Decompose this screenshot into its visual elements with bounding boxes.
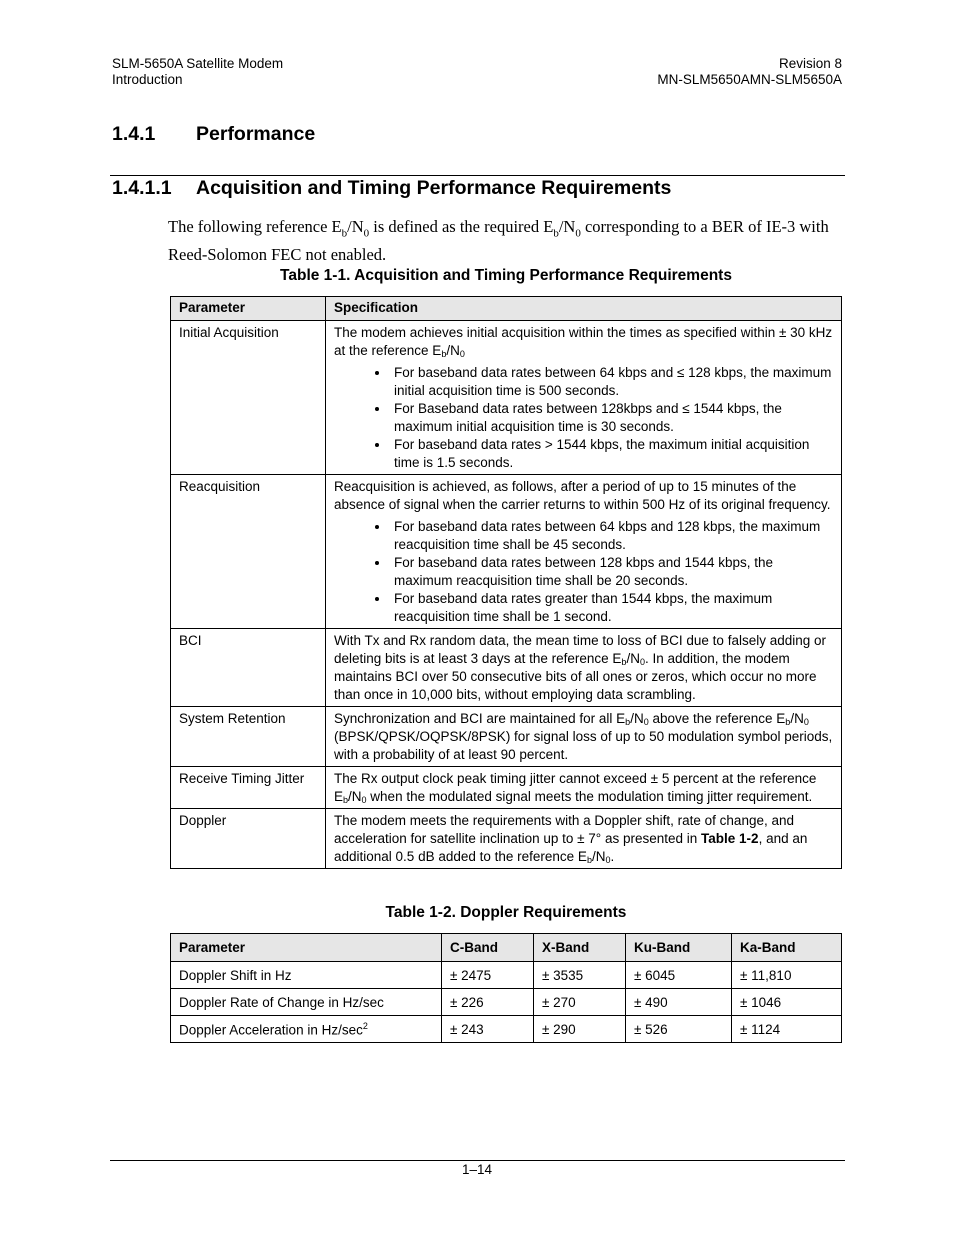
parameter-cell: Initial Acquisition [171,321,326,475]
section-heading-acquisition [112,177,671,200]
section-heading-performance [112,123,315,146]
footer-divider [110,1160,845,1161]
acquisition-timing-table [170,296,842,869]
bullet-list [334,364,833,472]
table-row [171,989,842,1016]
parameter-cell: BCI [171,629,326,707]
table-row [171,767,842,809]
parameter-cell: Doppler Acceleration in $Hz/\sec^2$ [171,1016,442,1043]
value-cell: ± 1124 [732,1016,842,1043]
table-caption: Table 1-2. Doppler Requirements [385,904,627,921]
value-cell: ± 6045 [626,962,732,989]
value-cell: ± 3535 [534,962,626,989]
section-number: 1.4.1 [112,123,156,145]
table-row [171,321,842,475]
list-item: • For baseband data rates greater than 1544 kbps, the maximum reacquisition time shall be 1 second. [390,590,833,626]
value-cell: ± 11,810 [732,962,842,989]
column-header: Parameter [171,297,326,321]
parameter-cell: Reacquisition [171,475,326,629]
revision: Revision 8 [778,56,842,71]
column-header: C-Band [442,934,534,962]
list-item: • For baseband data rates between 128 kbps and 1544 kbps, the maximum reacquisition time shall be 20 seconds. [390,554,833,590]
column-header: Parameter [171,934,442,962]
table-row [171,809,842,869]
column-header: Specification [326,297,842,321]
value-cell: ± 243 [442,1016,534,1043]
specification-cell: Reacquisition is achieved, as follows, after a period of up to 15 minutes of the absence of signal when the carrier returns to within 500 Hz of its original frequency. • For baseband data rates between 64 kbps and 128 kbps, the maximum reacquisition time shall be 45 seconds. • For baseband data rates between 128 kbps and 1544 kbps, the maximum reacquisition time shall be 20 seconds. • For baseband data rates greater than 1544 kbps, the maximum reacquisition time shall be 1 second. [326,475,842,629]
specification-cell: With Tx and Rx random data, the mean time to loss of BCI due to falsely adding or deleting bits is at least 3 days at the reference $E_b/N_0$. In addition, the modem maintains BCI over 50 consecutive bits of all ones or zeros, which occur no more than once in 10,000 bits, without employing data scrambling. [326,629,842,707]
intro-paragraph: The following reference $E_b/N_0$ is defined as the required $E_b/N_0$ corresponding to a BER of IE-3 with Reed-Solomon FEC not enabled. [168,217,829,265]
table-row [171,475,842,629]
section-title: Performance [196,123,316,145]
page-header-left [112,56,283,88]
chapter-name: Introduction [112,72,183,87]
list-item: • For baseband data rates between 64 kbps and 128 kbps, the maximum reacquisition time shall be 45 seconds. [390,518,833,554]
column-header: Ka-Band [732,934,842,962]
list-item: • For baseband data rates > 1544 kbps, the maximum initial acquisition time is 1.5 seconds. [390,436,833,472]
bullet-list [334,518,833,626]
section-divider [110,175,845,176]
table-row [171,1016,842,1043]
page-header-right [657,56,842,88]
table-caption: Table 1-1. Acquisition and Timing Performance Requirements [280,267,732,284]
table-header-row [171,934,842,962]
value-cell: ± 270 [534,989,626,1016]
table-row [171,962,842,989]
doc-title: SLM-5650A Satellite Modem [112,56,284,71]
table-reference-link[interactable]: Table 1-2 [701,831,759,846]
table-header-row [171,297,842,321]
specification-cell: The Rx output clock peak timing jitter cannot exceed ± 5 percent at the reference $E_b/N_0$ when the modulated signal meets the modulation timing jitter requirement. [326,767,842,809]
value-cell: ± 490 [626,989,732,1016]
page-number: 1–14 [461,1162,493,1177]
list-item: • For baseband data rates between 64 kbps and ≤ 128 kbps, the maximum initial acquisition time is 500 seconds. [390,364,833,400]
column-header: X-Band [534,934,626,962]
doppler-requirements-table [170,933,842,1043]
value-cell: ± 290 [534,1016,626,1043]
list-item: • For Baseband data rates between 128kbps and ≤ 1544 kbps, the maximum initial acquisition time is 30 seconds. [390,400,833,436]
parameter-cell: Receive Timing Jitter [171,767,326,809]
specification-cell: The modem meets the requirements with a Doppler shift, rate of change, and acceleration for satellite inclination up to ± 7° as presented in Table 1-2, and an additional 0.5 dB added to the reference $E_b/N_0$. [326,809,842,869]
parameter-cell: Doppler Rate of Change in Hz/sec [171,989,442,1016]
table-row [171,707,842,767]
parameter-cell: Doppler Shift in Hz [171,962,442,989]
section-number: 1.4.1.1 [112,177,172,199]
value-cell: ± 226 [442,989,534,1016]
value-cell: ± 1046 [732,989,842,1016]
value-cell: ± 526 [626,1016,732,1043]
specification-cell: The modem achieves initial acquisition within the times as specified within ± 30 kHz at the reference $E_b/N_0$ • For baseband data rates between 64 kbps and ≤ 128 kbps, the maximum initial acquisition time is 500 seconds. • For Baseband data rates between 128kbps and ≤ 1544 kbps, the maximum initial acquisition time is 30 seconds. • For baseband data rates > 1544 kbps, the maximum initial acquisition time is 1.5 seconds. [326,321,842,475]
table-row [171,629,842,707]
section-title: Acquisition and Timing Performance Requirements [196,177,672,199]
value-cell: ± 2475 [442,962,534,989]
doc-number: MN-SLM5650AMN-SLM5650A [657,72,842,87]
parameter-cell: Doppler [171,809,326,869]
specification-cell: Synchronization and BCI are maintained for all $E_b/N_0$ above the reference $E_b/N_0$ (BPSK/QPSK/OQPSK/8PSK) for signal loss of up to 50 modulation symbol periods, with a probability of at least 90 percent. [326,707,842,767]
parameter-cell: System Retention [171,707,326,767]
column-header: Ku-Band [626,934,732,962]
